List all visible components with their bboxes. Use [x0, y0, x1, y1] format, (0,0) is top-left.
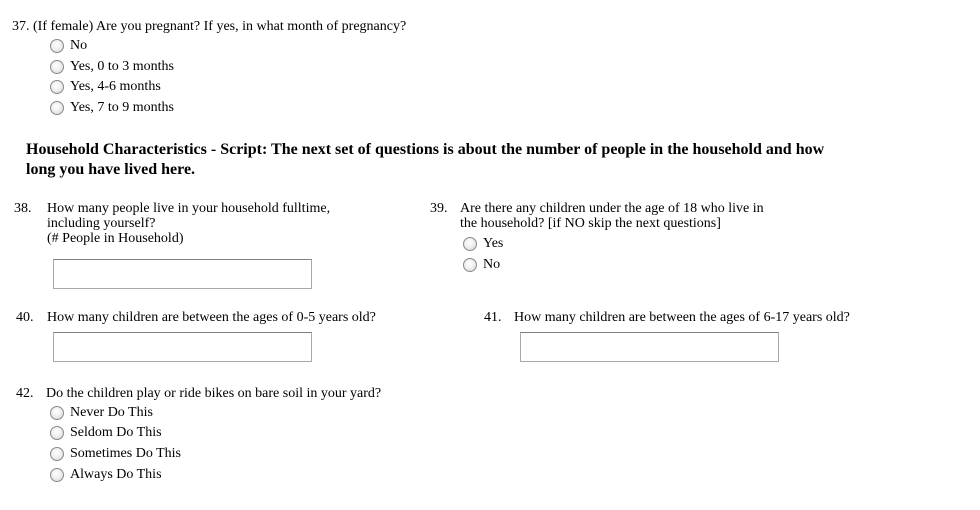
question-text: How many children are between the ages of 0-5 years old? [47, 310, 376, 325]
question-42 [16, 385, 381, 402]
radio-button[interactable] [50, 447, 64, 461]
radio-option-always[interactable] [50, 465, 162, 485]
question-text-line-1: Are there any children under the age of 18 who live in [460, 201, 764, 216]
question-text: (If female) Are you pregnant? If yes, in what month of pregnancy? [33, 19, 407, 34]
question-number: 40. [16, 310, 34, 325]
question-text-line-1: How many people live in your household fulltime, [47, 201, 331, 216]
question-37 [12, 18, 406, 35]
section-heading [26, 140, 824, 180]
radio-option-0-3-months[interactable] [50, 57, 174, 77]
option-label: Yes, 0 to 3 months [70, 59, 174, 74]
section-heading-line-1: Household Characteristics - Script: The next set of questions is about the number of people in the household and how [26, 141, 825, 158]
radio-button[interactable] [50, 406, 64, 420]
section-heading-line-2: long you have lived here. [26, 161, 196, 178]
option-label: No [483, 257, 501, 272]
people-in-household-input[interactable] [53, 259, 312, 289]
radio-option-no[interactable] [50, 36, 87, 56]
option-label: Never Do This [70, 405, 153, 420]
radio-button[interactable] [50, 101, 64, 115]
radio-button[interactable] [50, 426, 64, 440]
question-41 [484, 309, 850, 326]
radio-option-7-9-months[interactable] [50, 98, 174, 118]
radio-button[interactable] [463, 237, 477, 251]
radio-option-sometimes[interactable] [50, 444, 181, 464]
radio-option-seldom[interactable] [50, 423, 162, 443]
question-number: 38. [14, 201, 32, 216]
option-label: Seldom Do This [70, 425, 162, 440]
option-label: Yes [483, 236, 504, 251]
radio-button[interactable] [50, 60, 64, 74]
question-40 [16, 309, 376, 326]
radio-option-yes[interactable] [463, 234, 503, 254]
question-text: How many children are between the ages of 6-17 years old? [514, 310, 850, 325]
question-number: 39. [430, 201, 448, 216]
option-label: Yes, 7 to 9 months [70, 100, 174, 115]
option-label: Always Do This [70, 467, 162, 482]
radio-option-4-6-months[interactable] [50, 77, 161, 97]
question-text: Do the children play or ride bikes on bare soil in your yard? [46, 386, 382, 401]
question-38-line-3: (# People in Household) [47, 231, 184, 246]
option-label: No [70, 38, 88, 53]
option-label: Sometimes Do This [70, 446, 181, 461]
children-6-17-input[interactable] [520, 332, 779, 362]
question-number: 41. [484, 310, 502, 325]
radio-option-never[interactable] [50, 403, 153, 423]
question-39-line-2: the household? [if NO skip the next questions] [460, 216, 721, 231]
radio-button[interactable] [50, 39, 64, 53]
option-label: Yes, 4-6 months [70, 79, 161, 94]
children-0-5-input[interactable] [53, 332, 312, 362]
question-38-line-2: including yourself? [47, 216, 156, 231]
radio-option-no[interactable] [463, 255, 500, 275]
radio-button[interactable] [50, 80, 64, 94]
radio-button[interactable] [50, 468, 64, 482]
question-number: 42. [16, 386, 34, 401]
radio-button[interactable] [463, 258, 477, 272]
question-number: 37. [12, 19, 30, 34]
